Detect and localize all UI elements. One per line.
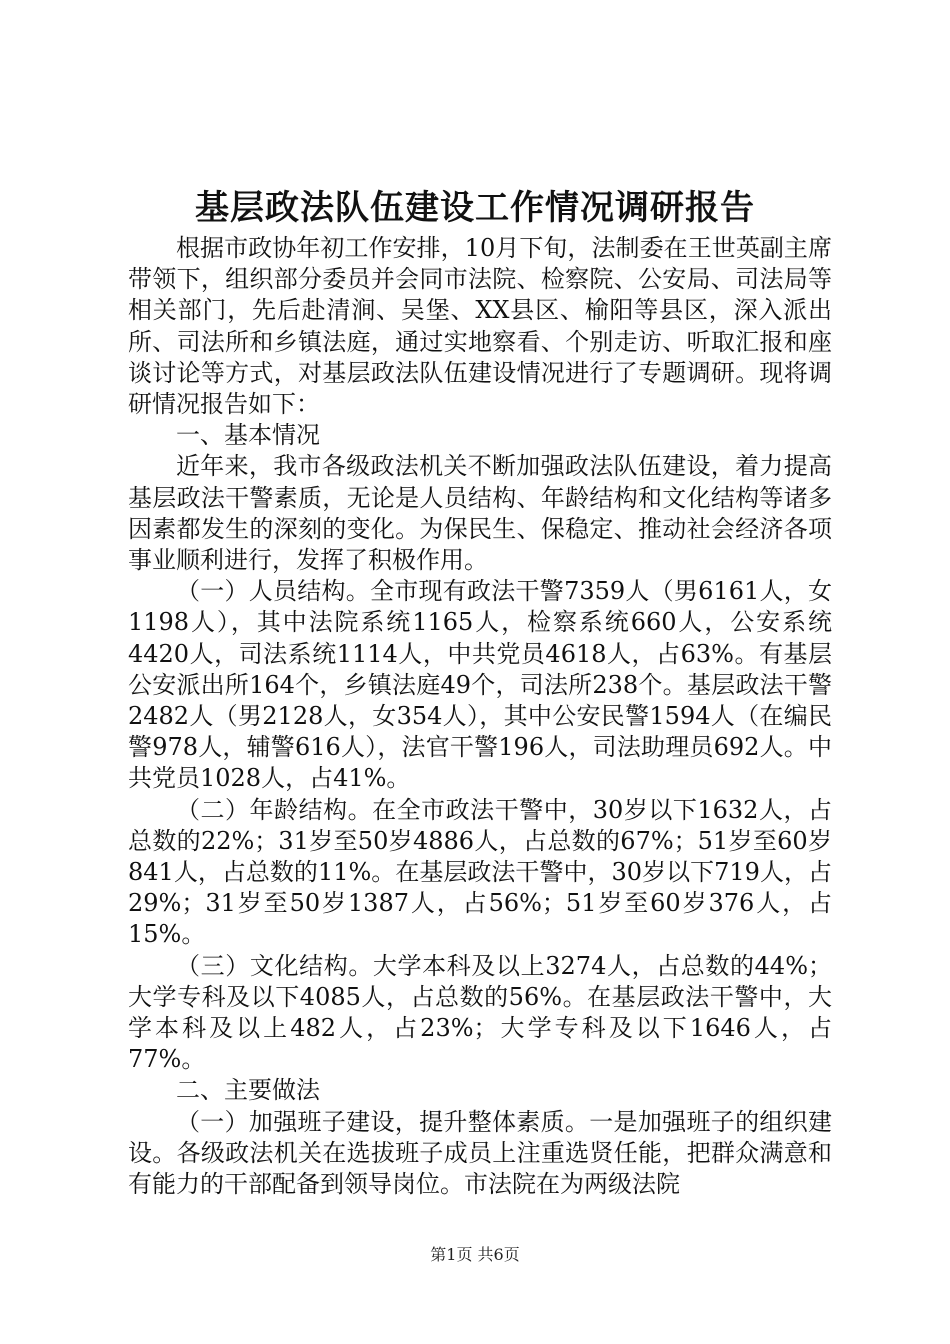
document-body bbox=[128, 233, 832, 1200]
section-heading-main-practices: 二、主要做法 bbox=[176, 1076, 320, 1105]
document-title: 基层政法队伍建设工作情况调研报告 bbox=[195, 188, 755, 228]
section-heading-basic-situation: 一、基本情况 bbox=[176, 421, 320, 450]
practice1-paragraph: （一）加强班子建设，提升整体素质。一是加强班子的组织建设。各级政法机关在选拔班子成员上注重选贤任能，把群众满意和有能力的干部配备到领导岗位。市法院在为两级法院 bbox=[128, 1107, 832, 1199]
education-structure-paragraph: （三）文化结构。大学本科及以上3274人，占总数的44%；大学专科及以下4085人，占总数的56%。在基层政法干警中，大学本科及以上482人，占23%；大学专科及以下1646人，占77%。 bbox=[128, 951, 832, 1074]
age-structure-paragraph: （二）年龄结构。在全市政法干警中，30岁以下1632人，占总数的22%；31岁至50岁4886人，占总数的67%；51岁至60岁841人，占总数的11%。在基层政法干警中，30岁以下719人，占29%；31岁至50岁1387人，占56%；51岁至60岁376人，占15%。 bbox=[128, 795, 832, 949]
intro-paragraph: 根据市政协年初工作安排，10月下旬，法制委在王世英副主席带领下，组织部分委员并会同市法院、检察院、公安局、司法局等相关部门，先后赴清涧、吴堡、XX县区、榆阳等县区，深入派出所、司法所和乡镇法庭，通过实地察看、个别走访、听取汇报和座谈讨论等方式，对基层政法队伍建设情况进行了专题调研。现将调研情况报告如下： bbox=[128, 234, 832, 419]
personnel-structure-paragraph: （一）人员结构。全市现有政法干警7359人（男6161人，女1198人），其中法院系统1165人，检察系统660人，公安系统4420人，司法系统1114人，中共党员4618人，占63%。有基层公安派出所164个，乡镇法庭49个，司法所238个。基层政法干警2482人（男2128人，女354人），其中公安民警1594人（在编民警978人，辅警616人），法官干警196人，司法助理员692人。中共党员1028人，占41%。 bbox=[128, 577, 832, 793]
page-footer: 第1页 共6页 bbox=[430, 1245, 520, 1264]
section1-intro-paragraph: 近年来，我市各级政法机关不断加强政法队伍建设，着力提高基层政法干警素质，无论是人员结构、年龄结构和文化结构等诸多因素都发生的深刻的变化。为保民生、保稳定、推动社会经济各项事业顺利进行，发挥了积极作用。 bbox=[128, 452, 832, 575]
